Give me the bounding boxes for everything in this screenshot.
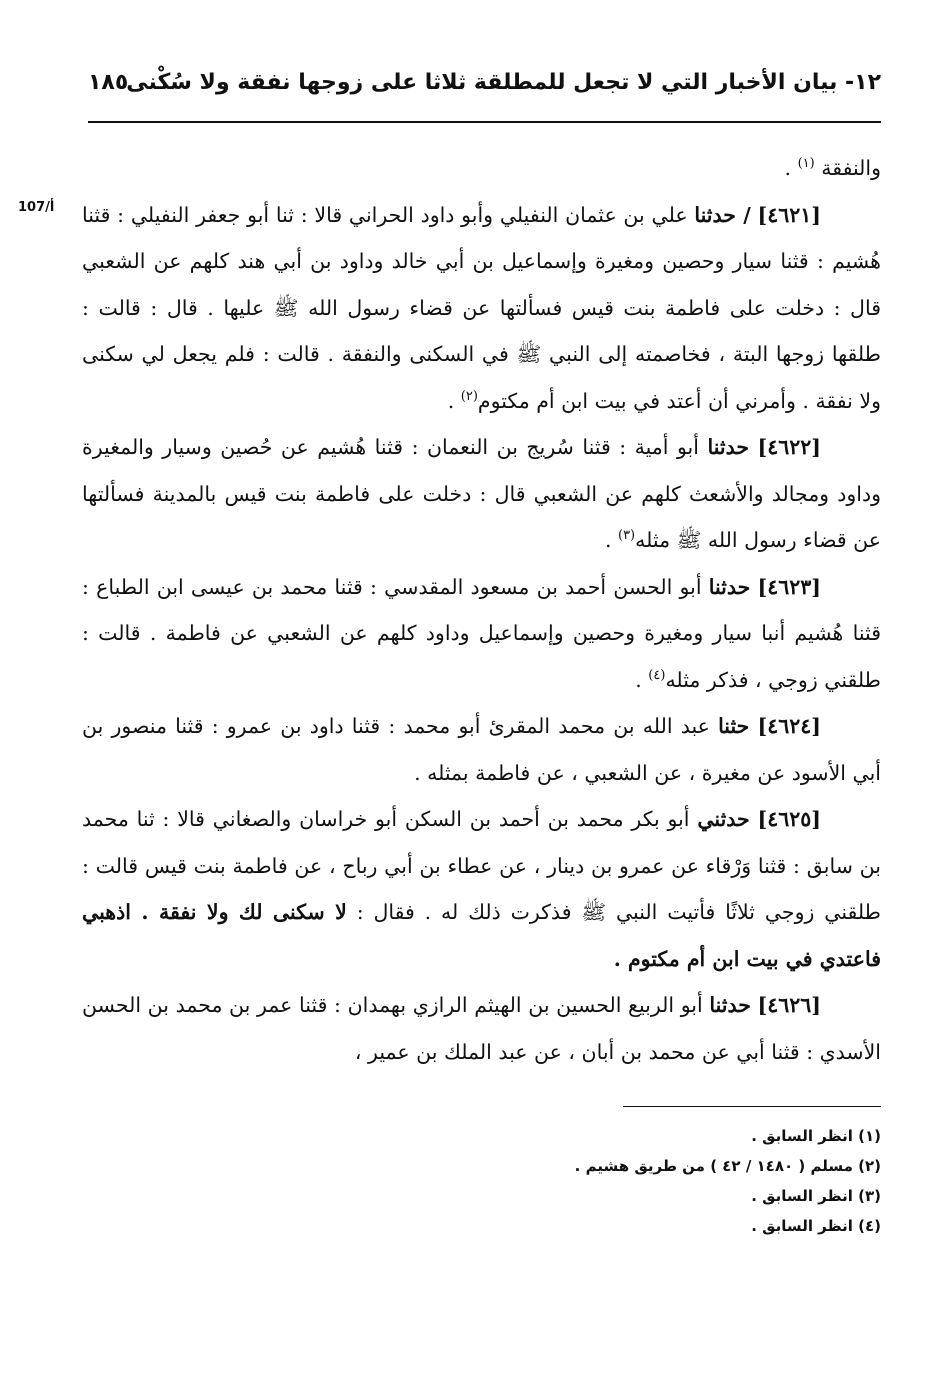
hadith-lead: حدثنا: [709, 993, 751, 1017]
hadith-text: أبو بكر محمد بن أحمد بن السكن أبو خراسان والصغاني قالا : ثنا محمد بن سابق : قثنا وَرْقاء عن عمرو بن دينار ، عن عطاء بن أبي رباح ، عن فاطمة بنت قيس قالت : طلقني زوجي ثلاثًا فأتيت النبي ﷺ فذكرت ذلك له . فقال :: [82, 807, 881, 924]
intro-text: والنفقة: [821, 156, 881, 180]
hadith-4625: [82, 796, 881, 982]
footnote-2: (٢) مسلم ( ١٤٨٠ / ٤٢ ) من طريق هشيم .: [574, 1157, 881, 1175]
main-text: [82, 145, 881, 1075]
hadith-text: أبو الربيع الحسين بن الهيثم الرازي بهمدان : قثنا عمر بن محمد بن الحسن الأسدي : قثنا أبي عن محمد بن أبان ، عن عبد الملك بن عمير ،: [82, 993, 881, 1064]
hadith-4623: [٤٦٢٣] حدثنا أبو الحسن أحمد بن مسعود المقدسي : قثنا محمد بن عيسى ابن الطباع : قثنا هُشيم أنبا سيار ومغيرة وحصين وإسماعيل وداود كلهم عن الشعبي عن فاطمة . قالت : طلقني زوجي ، فذكر مثله$^{(٤)}$ .: [82, 574, 881, 692]
hadith-number: [٤٦٢٣]: [757, 574, 821, 599]
hadith-lead: حدثني: [697, 807, 750, 831]
page-number: ١٨٥: [88, 70, 129, 95]
footnote-rule: [623, 1106, 881, 1107]
hadith-lead: / حدثنا: [694, 202, 751, 227]
hadith-quote: لا سكنى لك ولا نفقة . اذهبي فاعتدي في بيت ابن أم مكتوم .: [82, 900, 881, 971]
hadith-number: [٤٦٢٤]: [757, 714, 821, 738]
footnote-ref: (٤): [648, 667, 666, 683]
footnote-ref: (٣): [617, 528, 636, 544]
hadith-number: [٤٦٢٦]: [757, 993, 821, 1017]
chapter-title: ١٢- بيان الأخبار التي لا تجعل للمطلقة ثلاثا على زوجها نفقة ولا سُكْنى: [126, 70, 881, 95]
hadith-4626: [82, 982, 881, 1075]
hadith-4622: [٤٦٢٢] حدثنا أبو أمية : قثنا سُريج بن النعمان : قثنا هُشيم عن حُصين وسيار والمغيرة وداود ومجالد والأشعث كلهم عن الشعبي قال : دخلت على فاطمة بنت قيس بالمدينة فسألتها عن قضاء رسول الله ﷺ مثله$^{(٣)}$ .: [82, 435, 881, 552]
hadith-number: [٤٦٢٥]: [757, 807, 821, 831]
hadith-4621: [٤٦٢١] / حدثنا علي بن عثمان النفيلي وأبو داود الحراني قالا : ثنا أبو جعفر النفيلي : قثنا هُشيم : قثنا سيار وحصين ومغيرة وإسماعيل بن أبي خالد وداود بن أبي هند كلهم عن الشعبي قال : دخلت على فاطمة بنت قيس فسألتها عن قضاء رسول الله ﷺ عليها . قال : قالت : طلقها زوجها البتة ، فخاصمته إلى النبي ﷺ في السكنى والنفقة . قالت : فلم يجعل لي سكنى ولا نفقة . وأمرني أن أعتد في بيت ابن أم مكتوم$^{(٢)}$ .: [82, 202, 881, 413]
intro-line: والنفقة $^{(١)}$ .: [784, 156, 881, 180]
hadith-number: [٤٦٢٢]: [757, 435, 821, 459]
hadith-number: [٤٦٢١]: [757, 202, 821, 227]
hadith-lead: حثنا: [718, 714, 750, 738]
hadith-lead: حدثنا: [707, 435, 750, 459]
hadith-text: عبد الله بن محمد المقرئ أبو محمد : قثنا داود بن عمرو : قثنا منصور بن أبي الأسود عن مغيرة ، عن الشعبي ، عن فاطمة بمثله .: [82, 714, 881, 785]
footnote-1: (١) انظر السابق .: [751, 1127, 881, 1145]
header-rule: [88, 121, 881, 123]
hadith-text: أبو الحسن أحمد بن مسعود المقدسي : قثنا محمد بن عيسى ابن الطباع : قثنا هُشيم أنبا سيار ومغيرة وحصين وإسماعيل وداود كلهم عن الشعبي عن فاطمة . قالت : طلقني زوجي ، فذكر مثله: [82, 574, 881, 692]
hadith-4624: [82, 703, 881, 796]
footnotes: [181, 1121, 881, 1241]
hadith-text: علي بن عثمان النفيلي وأبو داود الحراني قالا : ثنا أبو جعفر النفيلي : قثنا هُشيم : قثنا سيار وحصين ومغيرة وإسماعيل بن أبي خالد وداود بن أبي هند كلهم عن الشعبي قال : دخلت على فاطمة بنت قيس فسألتها عن قضاء رسول الله ﷺ عليها . قال : قالت : طلقها زوجها البتة ، فخاصمته إلى النبي ﷺ في السكنى والنفقة . قالت : فلم يجعل لي سكنى ولا نفقة . وأمرني أن أعتد في بيت ابن أم مكتوم: [82, 202, 881, 413]
margin-note: 107/أ: [18, 200, 55, 215]
footnote-3: (٣) انظر السابق .: [751, 1187, 881, 1205]
hadith-lead: حدثنا: [708, 574, 751, 599]
footnote-ref: (١): [797, 156, 815, 172]
hadith-text: أبو أمية : قثنا سُريج بن النعمان : قثنا هُشيم عن حُصين وسيار والمغيرة وداود ومجالد والأشعث كلهم عن الشعبي قال : دخلت على فاطمة بنت قيس بالمدينة فسألتها عن قضاء رسول الله ﷺ مثله: [82, 435, 881, 552]
footnote-4: (٤) انظر السابق .: [751, 1217, 881, 1235]
footnote-ref: (٢): [460, 388, 478, 404]
